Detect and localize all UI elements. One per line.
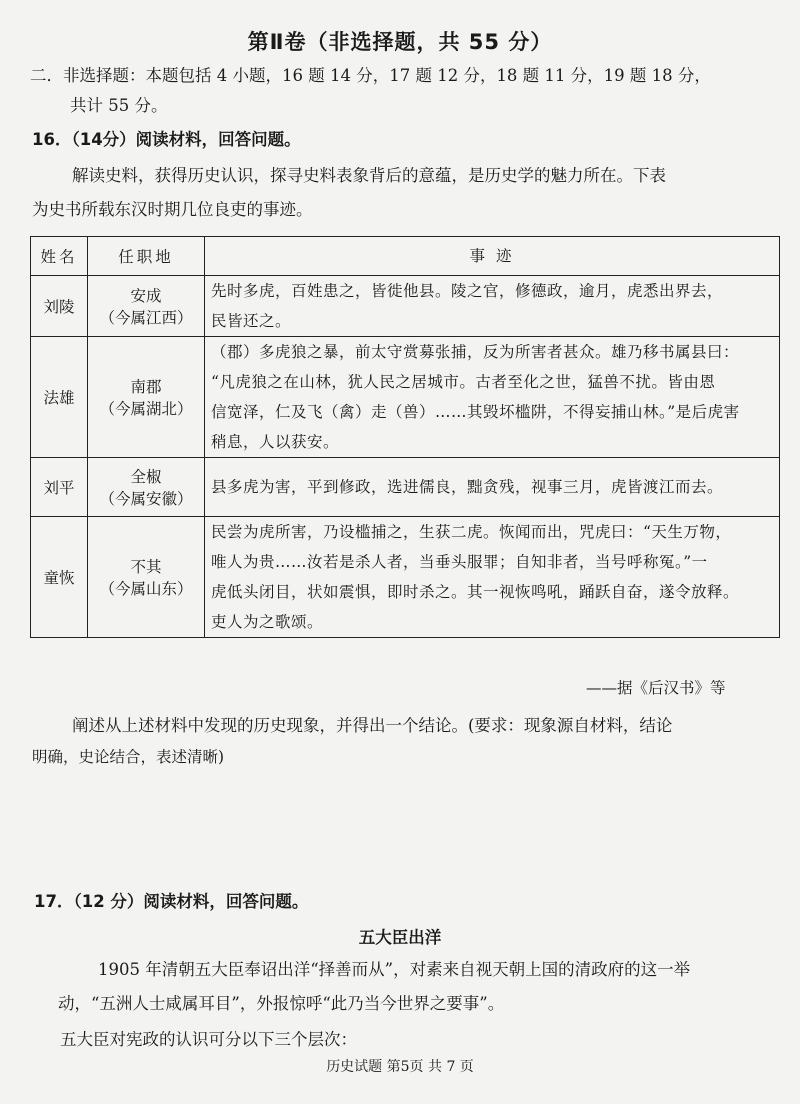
official-name: 法雄 [31,337,88,458]
place-modern: （今属湖北） [99,400,193,418]
place-modern: （今属山东） [99,580,193,598]
header-deeds: 事 迹 [205,237,780,276]
official-deeds [205,517,780,638]
table-header-row [31,237,780,276]
table-source-citation: ——据《后汉书》等 [586,679,726,697]
q17-paragraph-line3: 五大臣对宪政的认识可分以下三个层次： [60,1030,357,1049]
q16-intro-line2: 为史书所载东汉时期几位良吏的事迹。 [32,200,313,219]
q16-task-line2: 明确，史论结合，表述清晰) [32,748,225,766]
page-footer: 历史试题 第5页 共 7 页 [326,1059,474,1075]
deed-line: 民尝为虎所害，乃设槛捕之，生获二虎。恢闻而出，咒虎曰：“天生万物， [211,523,732,541]
q17-paragraph-line1: 1905 年清朝五大臣奉诏出洋“择善而从”，对素来自视天朝上国的清政府的这一举 [98,960,691,979]
q16-task-line1: 阐述从上述材料中发现的历史现象，并得出一个结论。(要求：现象源自材料，结论 [72,716,673,735]
deed-line: 县多虎为害，平到修政，选进儒良，黜贪残，视事三月，虎皆渡江而去。 [211,478,724,496]
question-16-heading: 16．（14分）阅读材料，回答问题。 [32,130,301,149]
official-place [88,458,205,517]
header-place: 任职地 [88,237,205,276]
official-name: 刘平 [31,458,88,517]
place-name: 安成 [130,287,162,305]
section-instruction-line1: 二．非选择题：本题包括 4 小题，16 题 14 分，17 题 12 分，18 题 11 分，19 题 18 分， [30,66,711,85]
table-row [31,337,780,458]
deed-line: 先时多虎，百姓患之，皆徙他县。陵之官，修德政，逾月，虎悉出界去， [211,282,724,300]
deed-line: 民皆还之。 [211,312,292,330]
q16-intro-line1: 解读史料，获得历史认识，探寻史料表象背后的意蕴，是历史学的魅力所在。下表 [72,166,666,185]
official-deeds [205,458,780,517]
table-row [31,458,780,517]
table-row [31,517,780,638]
deed-line: 吏人为之歌颂。 [211,613,324,631]
deed-line: （郡）多虎狼之暴，前太守赏募张捕，反为所害者甚众。雄乃移书属县曰： [211,343,740,361]
question-17-heading: 17．（12 分）阅读材料，回答问题。 [34,892,309,911]
place-modern: （今属江西） [99,309,193,327]
deed-line: 唯人为贵……汝若是杀人者，当垂头服罪；自知非者，当号呼称冤。”一 [211,553,708,571]
official-name: 刘陵 [31,276,88,337]
official-deeds [205,276,780,337]
deed-line: 稍息，人以获安。 [211,433,340,451]
deed-line: 虎低头闭目，状如震惧，即时杀之。其一视恢鸣吼，踊跃自奋，遂令放释。 [211,583,740,601]
q17-material-title: 五大臣出洋 [358,928,442,947]
deed-line: “凡虎狼之在山林，犹人民之居城市。古者至化之世，猛兽不扰。皆由恩 [211,373,716,391]
place-name: 全椒 [130,468,162,486]
official-place [88,337,205,458]
section-instruction-line2: 共计 55 分。 [70,96,168,115]
place-name: 南郡 [130,378,162,396]
official-deeds [205,337,780,458]
official-place [88,517,205,638]
paper-title: 第Ⅱ卷（非选择题，共 55 分） [247,30,553,54]
header-name: 姓名 [31,237,88,276]
officials-deeds-table [30,236,780,638]
deed-line: 信宽泽，仁及飞（禽）走（兽）……其毁坏槛阱，不得妄捕山林。”是后虎害 [211,403,740,421]
place-modern: （今属安徽） [99,490,193,508]
table-row [31,276,780,337]
place-name: 不其 [130,558,162,576]
official-name: 童恢 [31,517,88,638]
q17-paragraph-line2: 动，“五洲人士咸属耳目”，外报惊呼“此乃当今世界之要事”。 [58,994,505,1013]
official-place [88,276,205,337]
